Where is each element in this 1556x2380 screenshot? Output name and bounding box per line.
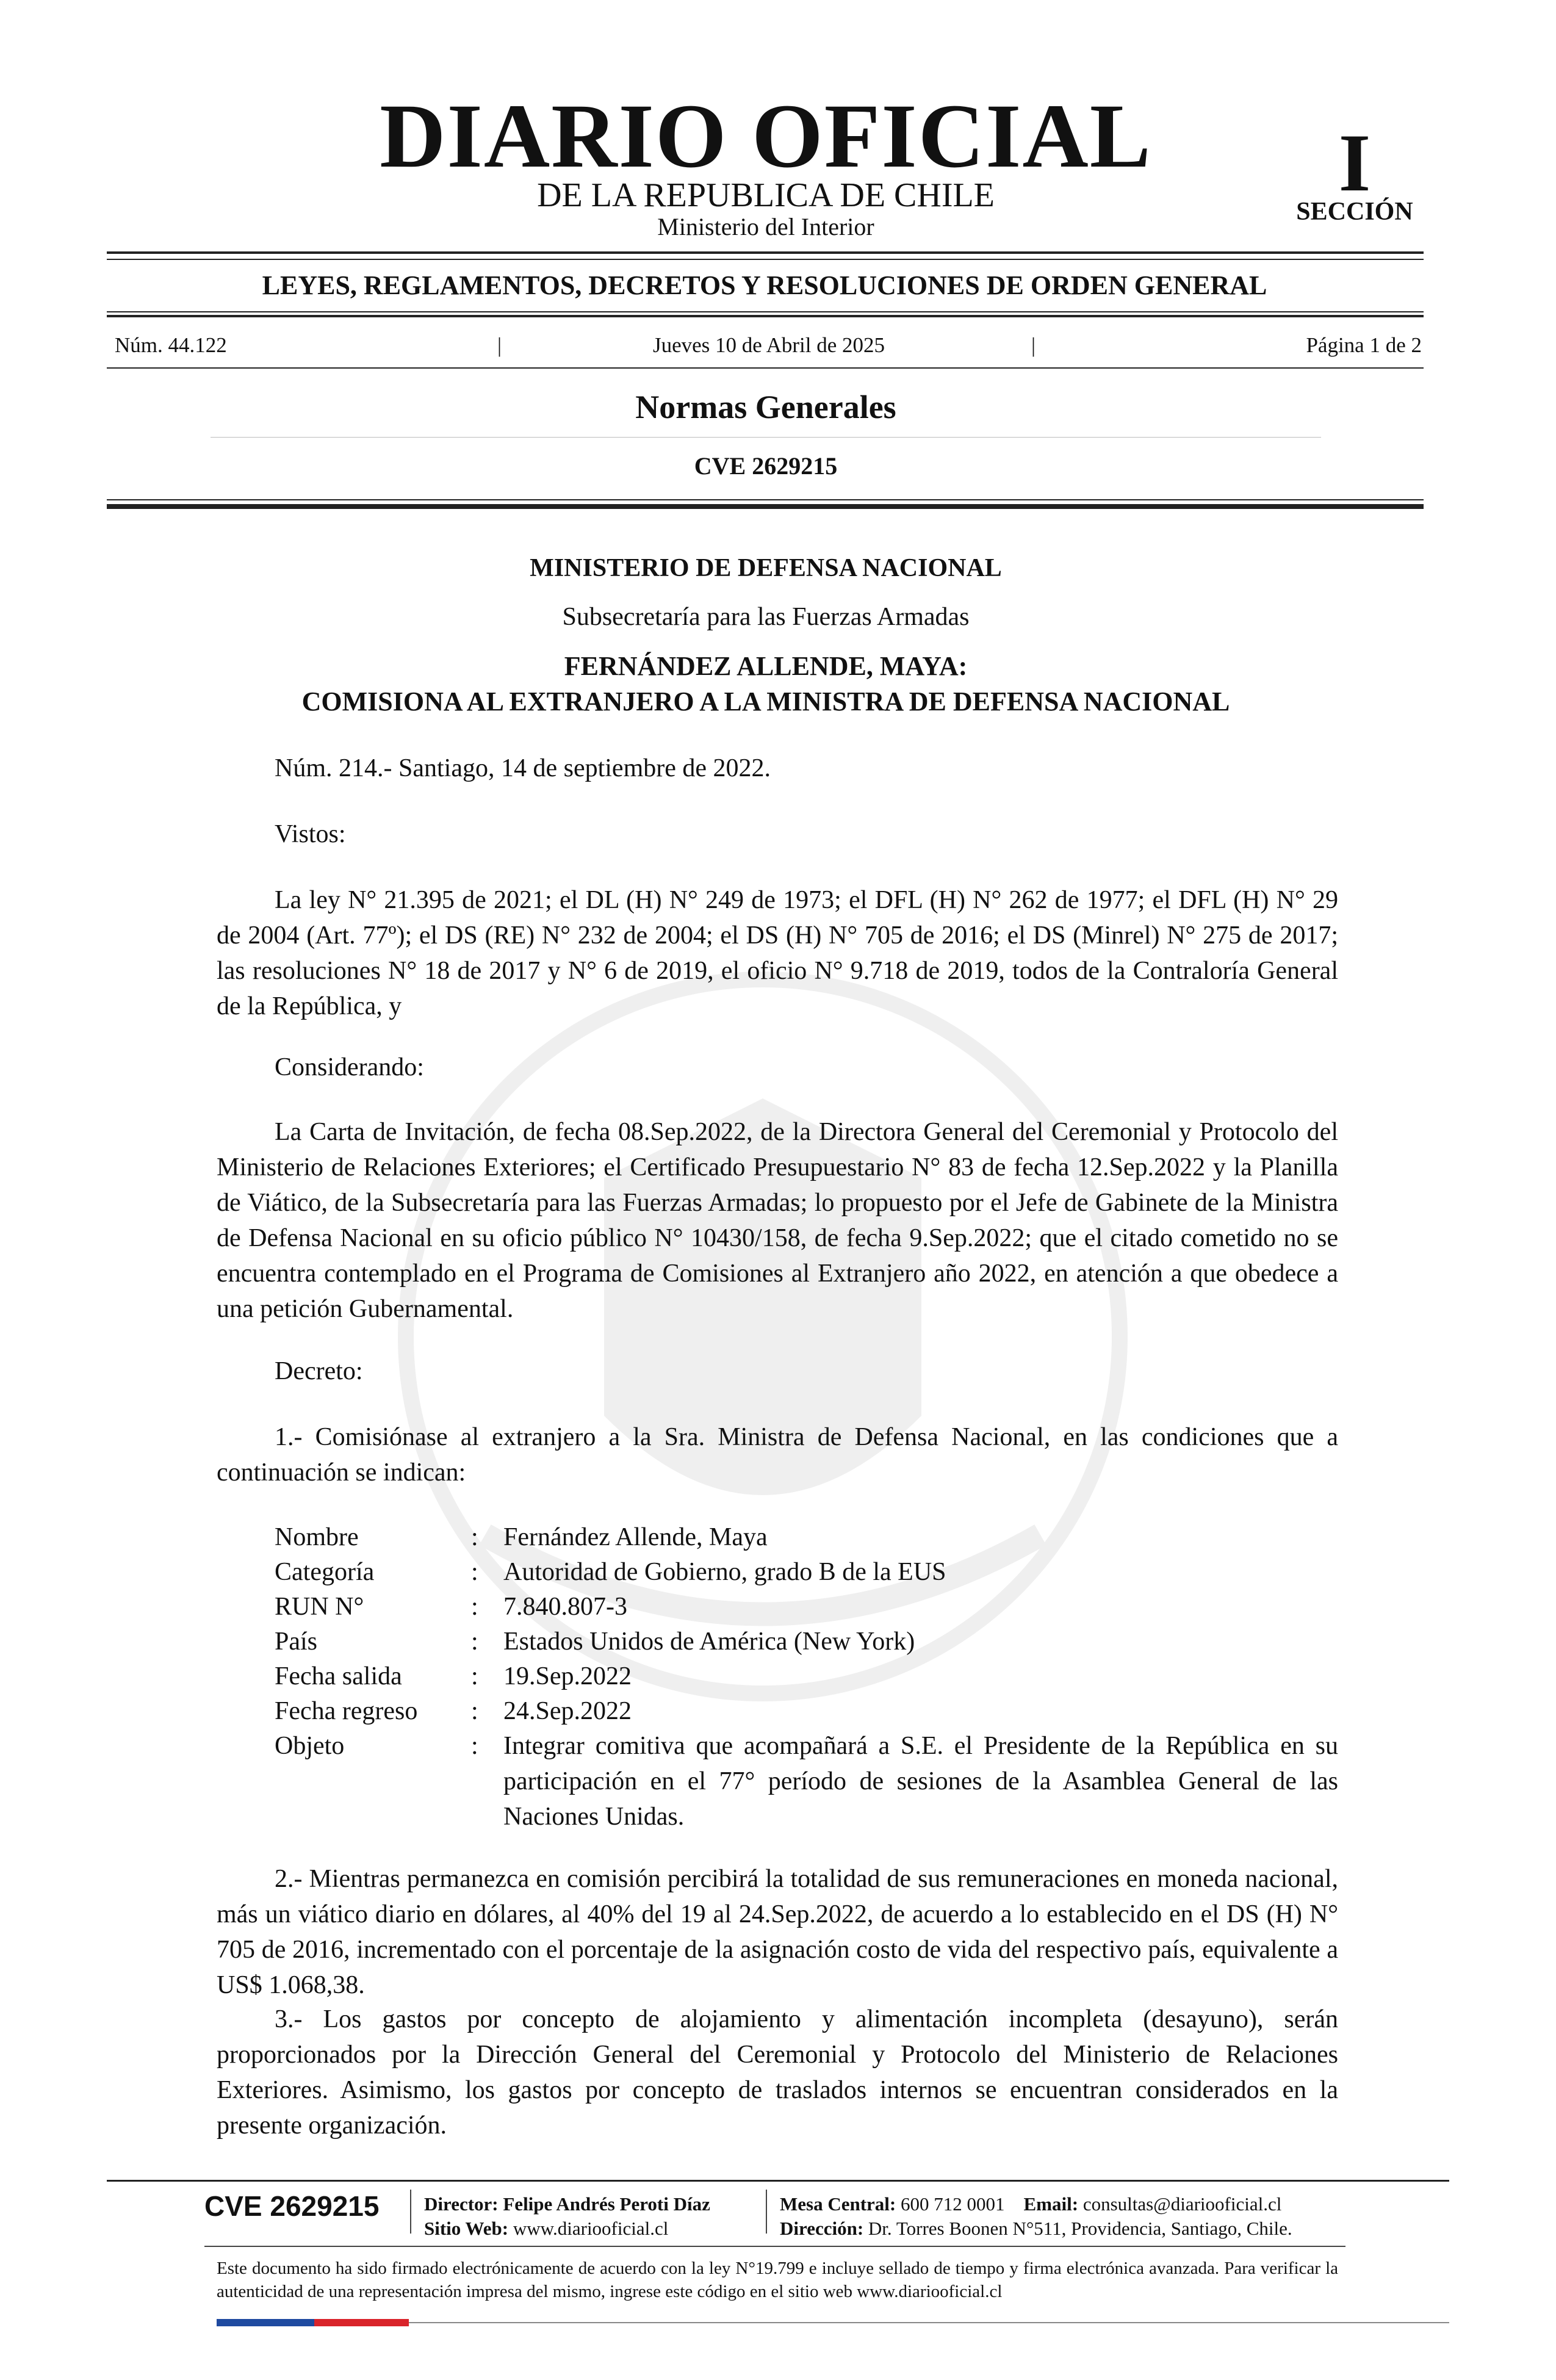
decree-title-line1: FERNÁNDEZ ALLENDE, MAYA:: [564, 651, 968, 681]
issue-date: Jueves 10 de Abril de 2025: [652, 333, 885, 357]
decree-number: Núm. 214.- Santiago, 14 de septiembre de 2022.: [275, 754, 771, 782]
detail-value: 24.Sep.2022: [503, 1697, 632, 1725]
detail-label: Fecha regreso: [275, 1697, 418, 1725]
detail-colon: :: [471, 1732, 478, 1760]
footer-mesa-value: 600 712 0001: [901, 2193, 1005, 2215]
footer-address-value: Dr. Torres Boonen N°511, Providencia, Santiago, Chile.: [868, 2218, 1292, 2239]
detail-value: Integrar comitiva que acompañará a S.E. el Presidente de la República en su participación en el 77° período de sesiones de la Asamblea General de las Naciones Unidas.: [503, 1732, 1338, 1831]
masthead-rule-top-thin: [107, 259, 1424, 260]
cve-code: CVE 2629215: [694, 452, 838, 480]
article-2: 2.- Mientras permanezca en comisión percibirá la totalidad de sus remuneraciones en moneda nacional, más un viático diario en dólares, al 40% del 19 al 24.Sep.2022, de acuerdo a lo establecido en el DS (H) N° 705 de 2016, incrementado con el porcentaje de la asignación costo de vida del respectivo país, equivalente a US$ 1.068,38.: [217, 1865, 1338, 1999]
footer-director-value: Felipe Andrés Peroti Díaz: [503, 2193, 710, 2215]
issue-number: Núm. 44.122: [115, 333, 227, 357]
section-label: SECCIÓN: [1296, 198, 1413, 226]
footer-separator: [410, 2190, 411, 2234]
detail-label: Fecha salida: [275, 1662, 402, 1690]
detail-label: RUN N°: [275, 1593, 364, 1621]
footer-mesa-label: Mesa Central:: [780, 2193, 896, 2215]
detail-colon: :: [471, 1523, 478, 1551]
detail-value: Autoridad de Gobierno, grado B de la EUS: [503, 1558, 946, 1586]
footer-contact: [780, 2194, 1281, 2213]
issue-rule: [107, 367, 1424, 369]
footer-rule-mid: [204, 2246, 1345, 2247]
decree-title-line2: COMISIONA AL EXTRANJERO A LA MINISTRA DE DEFENSA NACIONAL: [301, 687, 1230, 716]
flag-stripe-red: [314, 2319, 409, 2326]
header-rule-thin: [107, 499, 1424, 500]
masthead-rule-top: [107, 251, 1424, 254]
footer-website-label: Sitio Web:: [424, 2218, 509, 2239]
detail-value: 7.840.807-3: [503, 1593, 627, 1621]
issue-separator: |: [1031, 333, 1036, 357]
issue-separator: |: [497, 333, 502, 357]
footer-rule-top: [107, 2180, 1449, 2182]
decreto-label: Decreto:: [275, 1357, 363, 1385]
commission-details: [0, 1520, 1556, 1837]
detail-label: Categoría: [275, 1558, 375, 1586]
vistos-text: La ley N° 21.395 de 2021; el DL (H) N° 249 de 1973; el DFL (H) N° 262 de 1977; el DFL (H) N° 29 de 2004 (Art. 77º); el DS (RE) N° 232 de 2004; el DS (H) N° 705 de 2016; el DS (Minrel) N° 275 de 2017; las resoluciones N° 18 de 2017 y N° 6 de 2019, el oficio N° 9.718 de 2019, todos de la Contraloría General de la República, y: [217, 886, 1338, 1020]
detail-value: Fernández Allende, Maya: [503, 1523, 768, 1551]
footer-email-label: Email:: [1023, 2193, 1079, 2215]
detail-colon: :: [471, 1697, 478, 1725]
footer-address: [780, 2219, 1292, 2238]
section-heading: Normas Generales: [635, 389, 896, 425]
section-numeral: I: [1338, 118, 1371, 209]
masthead-ministry: Ministerio del Interior: [657, 213, 874, 240]
detail-colon: :: [471, 1593, 478, 1621]
considerando-text: La Carta de Invitación, de fecha 08.Sep.2022, de la Directora General del Ceremonial y Protocolo del Ministerio de Relaciones Exteriores; el Certificado Presupuestario N° 83 de fecha 12.Sep.2022 y la Planilla de Viático, de la Subsecretaría para las Fuerzas Armadas; lo propuesto por el Jefe de Gabinete de la Ministra de Defensa Nacional en su oficio público N° 10430/158, de fecha 9.Sep.2022; que el citado cometido no se encuentra contemplado en el Programa de Comisiones al Extranjero año 2022, en atención a que obedece a una petición Gubernamental.: [217, 1118, 1338, 1323]
masthead-title: DIARIO OFICIAL: [380, 85, 1152, 187]
footer-email-link[interactable]: consultas@diariooficial.cl: [1082, 2193, 1282, 2215]
detail-label: Nombre: [275, 1523, 359, 1551]
ministry-name: MINISTERIO DE DEFENSA NACIONAL: [530, 554, 1002, 582]
banner-rule-thin: [107, 311, 1424, 312]
footer-separator: [766, 2190, 767, 2234]
header-rule-thick: [107, 504, 1424, 509]
issue-page: Página 1 de 2: [1306, 333, 1422, 357]
article-1: 1.- Comisiónase al extranjero a la Sra. Ministra de Defensa Nacional, en las condiciones que a continuación se indican:: [217, 1423, 1338, 1487]
footer-address-label: Dirección:: [780, 2218, 864, 2239]
footer-director-label: Director:: [424, 2193, 499, 2215]
detail-colon: :: [471, 1662, 478, 1690]
footer-cve-code: CVE 2629215: [204, 2190, 380, 2222]
considerando-label: Considerando:: [275, 1053, 424, 1081]
vistos-label: Vistos:: [275, 820, 346, 848]
detail-value: Estados Unidos de América (New York): [503, 1628, 915, 1656]
detail-colon: :: [471, 1628, 478, 1656]
subsecretaria-name: Subsecretaría para las Fuerzas Armadas: [562, 603, 970, 631]
detail-label: País: [275, 1628, 318, 1656]
footer-website: [424, 2219, 668, 2238]
laws-banner: LEYES, REGLAMENTOS, DECRETOS Y RESOLUCIONES DE ORDEN GENERAL: [262, 270, 1267, 300]
footer-website-link[interactable]: www.diariooficial.cl: [513, 2218, 669, 2239]
detail-value: 19.Sep.2022: [503, 1662, 632, 1690]
flag-stripe-blue: [217, 2319, 314, 2326]
masthead-subtitle: DE LA REPUBLICA DE CHILE: [537, 176, 995, 214]
footer-rule-bottom: [409, 2322, 1449, 2323]
footer-director: [424, 2194, 710, 2213]
article-3: 3.- Los gastos por concepto de alojamiento y alimentación incompleta (desayuno), serán proporcionados por la Dirección General del Ceremonial y Protocolo del Ministerio de Relaciones Exteriores. Asimismo, los gastos por concepto de traslados internos se encuentran considerados en la presente organización.: [217, 2005, 1338, 2140]
section-heading-rule: [211, 437, 1321, 438]
detail-colon: :: [471, 1558, 478, 1586]
detail-label: Objeto: [275, 1732, 345, 1760]
banner-rule: [107, 315, 1424, 317]
footer-legal-notice: Este documento ha sido firmado electrónicamente de acuerdo con la ley N°19.799 e incluye sellado de tiempo y firma electrónica avanzada. Para verificar la autenticidad de una representación impresa del mismo, ingrese este código en el sitio web www.diariooficial.cl: [217, 2259, 1338, 2301]
